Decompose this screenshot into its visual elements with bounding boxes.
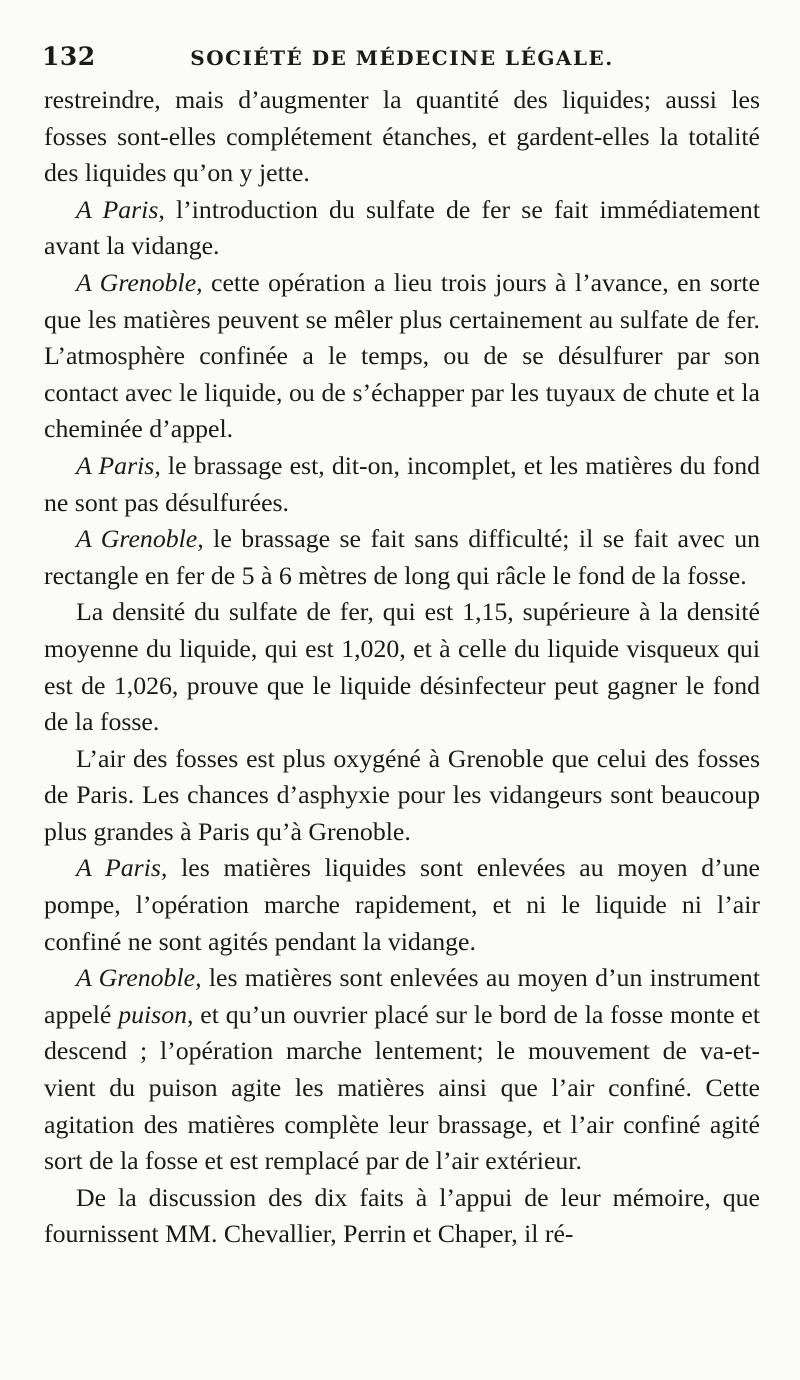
paragraph-text: L’air des fosses est plus oxygéné à Grenoble que celui des fosses de Paris. Les chances d’asphyxie pour les vidangeurs sont beaucoup plus grandes à Paris qu’à Grenoble. bbox=[44, 743, 760, 846]
paragraph-text: le brassage se fait sans difficulté; il se fait avec un rectangle en fer de 5 à 6 mètres de long qui râcle le fond de la fosse. bbox=[44, 524, 761, 590]
paragraph-2 bbox=[44, 192, 760, 265]
paragraph-4 bbox=[44, 448, 760, 521]
page-number: 132 bbox=[42, 42, 96, 71]
paragraph-9 bbox=[44, 960, 760, 1180]
paragraph-text: les matières sont enlevées au moyen d’un instrument appelé bbox=[44, 963, 761, 1029]
paragraph-3 bbox=[44, 265, 760, 448]
paragraph-1 bbox=[44, 82, 760, 192]
paragraph-6 bbox=[44, 594, 760, 740]
paragraph-emphasis: puison bbox=[118, 999, 187, 1029]
paragraph-tail: , et qu’un ouvrier placé sur le bord de la fosse monte et descend ; l’opération marche lentement; le mouvement de va-et-vient du puison agite les matières ainsi que l’air confiné. Cette agitation des matières complète leur brassage, et l’air confiné agité sort de la fosse et est remplacé par de l’air extérieur. bbox=[44, 999, 761, 1176]
paragraph-lead: A Grenoble, bbox=[76, 267, 203, 297]
paragraph-text: La densité du sulfate de fer, qui est 1,15, supérieure à la densité moyenne du liquide, qui est 1,020, et à celle du liquide visqueux qui est de 1,026, prouve que le liquide désinfecteur peut gagner le fond de la fosse. bbox=[44, 597, 760, 737]
paragraph-lead: A Paris, bbox=[76, 853, 168, 883]
paragraph-text: cette opération a lieu trois jours à l’avance, en sorte que les matières peuvent se mêler plus certainement au sulfate de fer. L’atmosphère confinée a le temps, ou de se désulfurer par son contact avec le liquide, ou de s’échapper par les tuyaux de chute et la cheminée d’appel. bbox=[44, 267, 760, 444]
paragraph-5 bbox=[44, 521, 760, 594]
paragraph-lead: A Paris, bbox=[76, 450, 161, 480]
paragraph-8 bbox=[44, 850, 760, 960]
paragraph-text: l’introduction du sulfate de fer se fait immédiatement avant la vidange. bbox=[44, 194, 760, 261]
paragraph-10 bbox=[44, 1180, 760, 1253]
page-header bbox=[42, 40, 762, 76]
body-text bbox=[44, 82, 760, 1253]
paragraph-lead: A Grenoble, bbox=[76, 524, 204, 554]
paragraph-text: les matières liquides sont enlevées au moyen d’une pompe, l’opération marche rapidement, et ni le liquide ni l’air confiné ne sont agités pendant la vidange. bbox=[44, 853, 760, 956]
paragraph-text: restreindre, mais d’augmenter la quantité des liquides; aussi les fosses sont-elles complétement étanches, et gardent-elles la totalité des liquides qu’on y jette. bbox=[44, 85, 760, 188]
paragraph-7 bbox=[44, 741, 760, 851]
paragraph-text: le brassage est, dit-on, incomplet, et les matières du fond ne sont pas désulfurées. bbox=[44, 450, 761, 517]
paragraph-text: De la discussion des dix faits à l’appui de leur mémoire, que fournissent MM. Chevallier, Perrin et Chaper, il ré- bbox=[44, 1182, 760, 1249]
paragraph-lead: A Grenoble, bbox=[76, 963, 202, 993]
paragraph-lead: A Paris, bbox=[76, 194, 165, 224]
running-title: SOCIÉTÉ DE MÉDECINE LÉGALE. bbox=[190, 46, 614, 70]
